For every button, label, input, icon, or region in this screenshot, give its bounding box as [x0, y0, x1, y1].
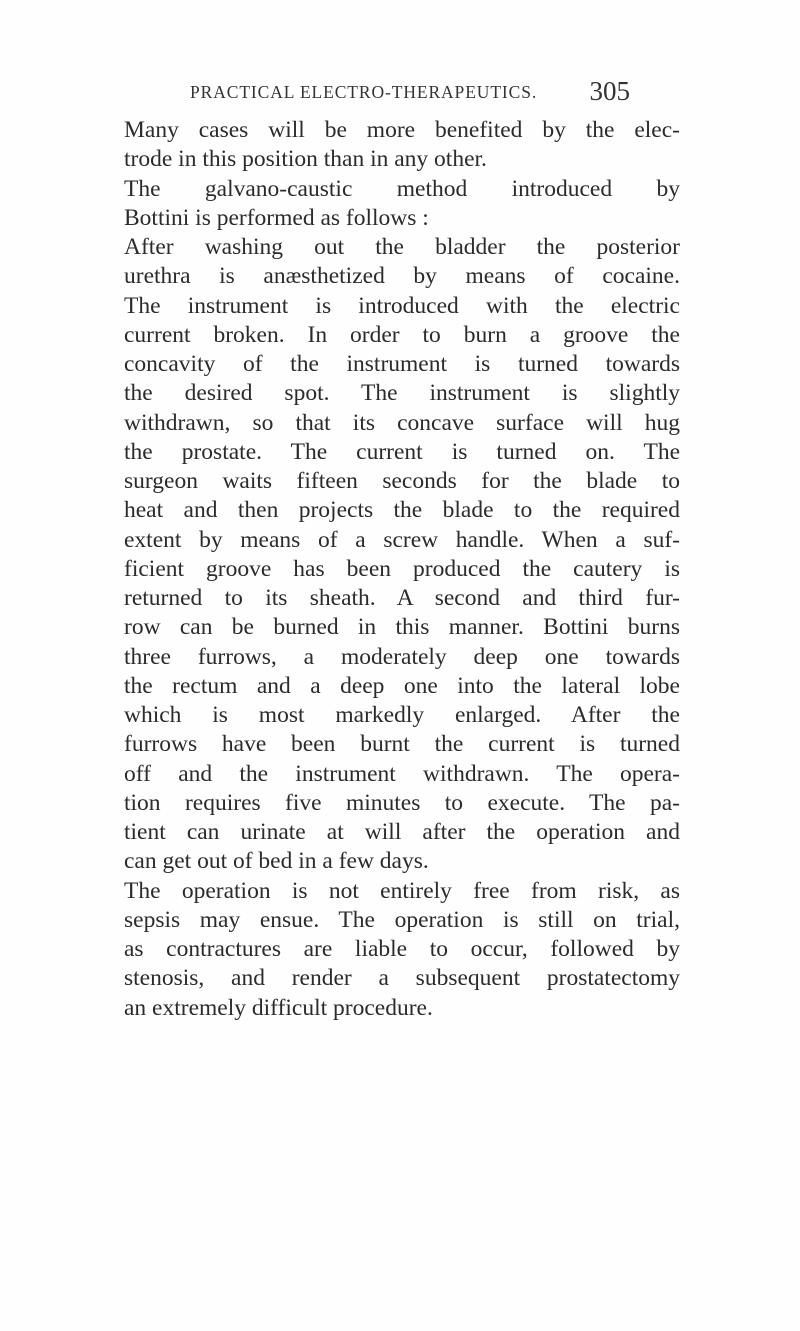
text-line: withdrawn, so that its concave surface will hug [124, 409, 680, 436]
text-line: returned to its sheath. A second and third fur- [124, 585, 680, 611]
text-line: furrows have been burnt the current is turned [124, 731, 680, 758]
text-line: tion requires five minutes to execute. The pa- [124, 789, 680, 816]
text-line: The instrument is introduced with the electric [124, 292, 680, 319]
text-line: as contractures are liable to occur, followed by [124, 936, 680, 962]
text-line: concavity of the instrument is turned towards [124, 351, 680, 377]
text-line: The galvano-caustic method introduced by [124, 175, 680, 202]
text-line: off and the instrument withdrawn. The opera- [124, 760, 680, 787]
body-text [124, 116, 680, 1023]
text-line: the rectum and a deep one into the lateral lobe [124, 672, 680, 699]
text-line: surgeon waits fifteen seconds for the blade to [124, 468, 680, 494]
text-line: The operation is not entirely free from risk, as [124, 877, 680, 904]
text-line: After washing out the bladder the posterior [124, 234, 680, 260]
text-line: Bottini is performed as follows : [124, 204, 429, 231]
text-line: tient can urinate at will after the operation and [124, 819, 680, 845]
running-title: PRACTICAL ELECTRO-THERAPEUTICS. [190, 82, 538, 102]
text-line: urethra is anæsthetized by means of cocaine. [124, 263, 680, 290]
text-line: the prostate. The current is turned on. The [124, 438, 680, 465]
text-line: ficient groove has been produced the cautery is [124, 555, 680, 582]
text-line: sepsis may ensue. The operation is still on trial, [124, 906, 680, 933]
text-line: trode in this position than in any other. [124, 146, 487, 173]
text-line: which is most markedly enlarged. After the [124, 702, 680, 728]
text-line: Many cases will be more benefited by the elec- [124, 117, 680, 143]
text-line: an extremely difficult procedure. [124, 994, 433, 1021]
text-line: row can be burned in this manner. Bottini burns [124, 614, 680, 641]
text-line: stenosis, and render a subsequent prostatectomy [124, 965, 680, 992]
text-line: current broken. In order to burn a groove the [124, 321, 680, 348]
text-line: extent by means of a screw handle. When a suf- [124, 526, 680, 553]
running-head [190, 76, 630, 108]
text-line: the desired spot. The instrument is slightly [124, 380, 680, 407]
text-line: three furrows, a moderately deep one towards [124, 643, 680, 670]
page-number: 305 [589, 76, 630, 106]
text-line: heat and then projects the blade to the required [124, 497, 680, 524]
text-line: can get out of bed in a few days. [124, 848, 429, 875]
